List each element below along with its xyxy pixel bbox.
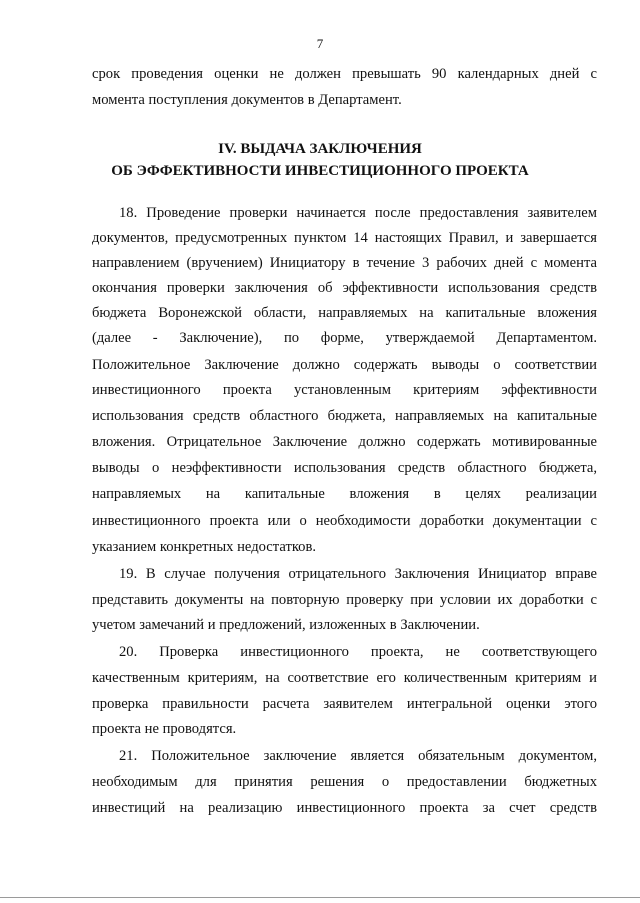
text-line: направляемых на капитальные вложения в целях реализации <box>92 486 597 502</box>
text-line: указанием конкретных недостатков. <box>92 539 317 555</box>
text-line: бюджета Воронежской области, направляемых на капитальные вложения <box>92 305 597 321</box>
text-line: инвестиций на реализацию инвестиционного проекта за счет средств <box>92 800 597 816</box>
text-line: проекта не проводятся. <box>92 721 237 737</box>
text-line: срок проведения оценки не должен превышать 90 календарных дней с <box>92 66 597 82</box>
text-line: инвестиционного проекта или о необходимости доработки документации с <box>92 513 597 529</box>
text-line: инвестиционного проекта установленным критериям эффективности <box>92 382 597 398</box>
text-line: документов, предусмотренных пунктом 14 настоящих Правил, и завершается <box>92 230 597 246</box>
text-line: 18. Проведение проверки начинается после предоставления заявителем <box>119 205 597 221</box>
text-line: учетом замечаний и предложений, изложенных в Заключении. <box>92 617 480 633</box>
section-heading-line: ОБ ЭФФЕКТИВНОСТИ ИНВЕСТИЦИОННОГО ПРОЕКТА <box>111 163 529 179</box>
text-line: Положительное Заключение должно содержать выводы о соответствии <box>92 357 597 373</box>
text-line: представить документы на повторную проверку при условии их доработки с <box>92 592 597 608</box>
text-line: вложения. Отрицательное Заключение должно содержать мотивированные <box>92 434 597 450</box>
text-line: качественным критериям, на соответствие его количественным критериям и <box>92 670 597 686</box>
text-line: направлением (вручением) Инициатору в течение 3 рабочих дней с момента <box>92 255 597 271</box>
text-line: 19. В случае получения отрицательного Заключения Инициатор вправе <box>119 566 597 582</box>
text-line: выводы о неэффективности использования средств областного бюджета, <box>92 460 597 476</box>
section-heading-line: IV. ВЫДАЧА ЗАКЛЮЧЕНИЯ <box>218 141 422 157</box>
footer-rule <box>0 897 640 898</box>
text-line: 20. Проверка инвестиционного проекта, не соответствующего <box>119 644 597 660</box>
text-line: 21. Положительное заключение является обязательным документом, <box>119 748 597 764</box>
text-line: (далее - Заключение), по форме, утверждаемой Департаментом. <box>92 330 597 346</box>
text-line: момента поступления документов в Департамент. <box>92 92 402 108</box>
text-line: проверка правильности расчета заявителем интегральной оценки этого <box>92 696 597 712</box>
page-number: 7 <box>316 36 324 51</box>
text-line: окончания проверки заключения об эффективности использования средств <box>92 280 597 296</box>
text-line: использования средств областного бюджета, направляемых на капитальные <box>92 408 597 424</box>
text-line: необходимым для принятия решения о предоставлении бюджетных <box>92 774 597 790</box>
